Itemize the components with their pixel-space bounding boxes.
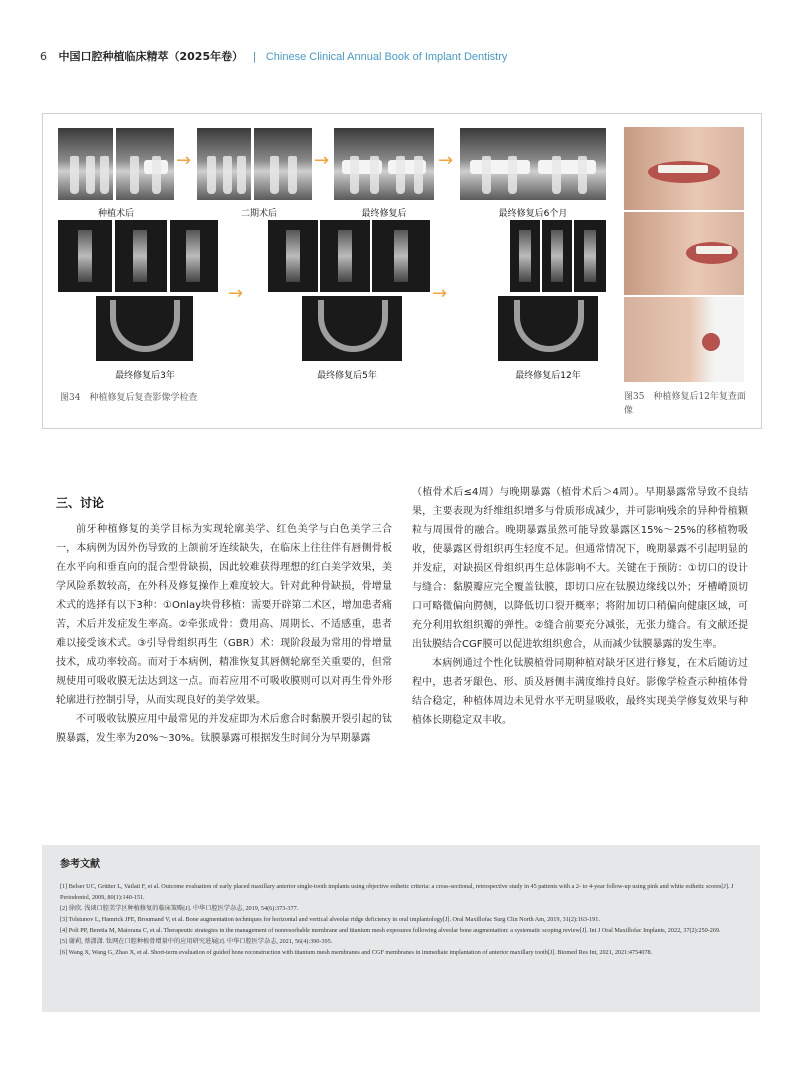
image-caption: 最终修复后6个月 [498, 209, 568, 219]
arrow-right-icon: → [438, 150, 454, 171]
xray-image [460, 128, 606, 200]
axial-ct-image [302, 296, 402, 361]
image-caption: 二期术后 [240, 209, 277, 219]
header-separator: | [252, 50, 257, 63]
ct-slice-image [372, 220, 430, 292]
ct-slice-image [320, 220, 370, 292]
arrow-right-icon: → [432, 283, 448, 304]
book-title-en: Chinese Clinical Annual Book of Implant Dentistry [265, 51, 508, 63]
paragraph: 本病例通过个性化钛膜植骨同期种植对缺牙区进行修复，在术后随访过程中，患者牙龈色、形、质及唇侧丰满度维持良好。影像学检查示种植体骨结合稳定，种植体周边未见骨水平无明显吸收，最终实现美学修复效果与种植体长期稳定双丰收。 [412, 658, 748, 726]
xray-image [116, 128, 174, 200]
image-caption: 最终修复后5年 [317, 371, 377, 381]
paragraph: （植骨术后≤4周）与晚期暴露（植骨术后＞4周）。早期暴露常导致不良结果，主要表现为纤维组织增多与骨质形成减少，并可影响残余的异种骨植颗粒与周围骨的融合。晚期暴露虽然可能导致暴露区15%～25%的移植物吸收，使暴露区骨组织再生轻度不足。但通常情况下，晚期暴露不引起明显的并发症，对缺损区骨组织再生总体影响不大。关键在于预防：①切口的设计与缝合：黏膜瓣应完全覆盖钛膜，即切口应在钛膜边缘线以外；牙槽嵴顶切口可略微偏向腭侧，以降低切口裂开概率；将附加切口稍偏向健康区域，可充分利用软组织瓣的弹性。②缝合前要充分减张，无张力缝合。有文献还提出钛膜结合CGF膜可以促进软组织愈合，从而减少钛膜暴露的发生率。 [412, 487, 748, 650]
ct-slice-image [542, 220, 572, 292]
xray-image [197, 128, 251, 200]
reference-item: [6] Wang X, Wang G, Zhao X, et al. Short-term evaluation of guided bone reconstruction with titanium mesh membranes and CGF membranes in immediate implantation of anterior maxillary tooth[J]. Biomed Res Int, 2021, 2021:4754078. [60, 949, 653, 956]
image-caption: 最终修复后12年 [515, 371, 581, 381]
paragraph: 前牙种植修复的美学目标为实现轮廓美学、红色美学与白色美学三合一，本病例为因外伤导致的上颌前牙连续缺失，在临床上往往伴有唇侧骨板在水平向和垂直向的混合型骨缺损，因此较难获得理想的红白美学效果，美学风险系数较高，在外科及修复操作上难度较大。针对此种骨缺损，骨增量术式的选择有以下3种：①Onlay块骨移植：需要开辟第二术区，增加患者痛苦，术后并发症发生率高。②牵张成骨：费用高、周期长、不适感重，患者难以接受该术式。③引导骨组织再生（GBR）术：现阶段最为常用的骨增量技术，成功率较高。而对于本病例，精准恢复其唇侧轮廓至关重要的，但常规使用可吸收膜无法达到这一点。而若应用不可吸收膜则可以对再生骨外形轮廓进行控制引导，从而实现良好的美学效果。 [56, 524, 392, 706]
left-column [56, 520, 392, 748]
reference-item: [5] 谢莉, 蔡潇潇. 钛网在口腔种植骨增量中的应用研究进展[J]. 中华口腔医学杂志, 2021, 56(4):390-395. [60, 938, 333, 945]
reference-item: [4] Poli PP, Beretta M, Maiorana C, et al. Therapeutic strategies in the management of nonresorbable membrane and titanium mesh exposures following alveolar bone augmentation: a systematic scoping review[J]. Int J Oral Maxillofac Implants, 2022, 37(2):250-269. [60, 927, 721, 934]
arrow-right-icon: → [314, 150, 330, 171]
reference-item: [2] 徐欣. 浅谈口腔美学区种植修复的临床策略[J]. 中华口腔医学杂志, 2019, 54(6):373-377. [60, 905, 299, 912]
right-column [412, 483, 748, 730]
ct-slice-image [115, 220, 167, 292]
image-caption: 最终修复后3年 [115, 371, 175, 381]
face-photo-frontal [624, 127, 744, 210]
arrow-right-icon: → [176, 150, 192, 171]
face-photo-oblique [624, 212, 744, 295]
xray-image [254, 128, 312, 200]
ct-slice-image [574, 220, 606, 292]
page-number: 6 [40, 50, 47, 63]
xray-image [334, 128, 434, 200]
figure-35-caption: 图35 种植修复后12年复查面像 [624, 392, 746, 416]
figure-35-panel [624, 127, 744, 382]
arrow-right-icon: → [228, 283, 244, 304]
references-heading: 参考文献 [60, 859, 100, 870]
ct-slice-image [170, 220, 218, 292]
book-title-cn: 中国口腔种植临床精萃（2025年卷） [58, 50, 244, 63]
axial-ct-image [498, 296, 598, 361]
face-photo-profile [624, 297, 744, 382]
reference-list [60, 881, 744, 958]
reference-item: [1] Belser UC, Grütter L, Vailati F, et al. Outcome evaluation of early placed maxillary anterior single-tooth implants using objective esthetic criteria: a cross-sectional, retrospective study in 45 patients with a 2- to 4-year follow-up using pink and white esthetic scores[J]. J Periodontol, 2009, 80(1):140-151. [60, 883, 734, 901]
references-box [42, 845, 760, 1012]
image-caption: 最终修复后 [361, 209, 407, 219]
axial-ct-image [96, 296, 193, 361]
image-caption: 种植术后 [97, 209, 134, 219]
paragraph: 不可吸收钛膜应用中最常见的并发症即为术后愈合时黏膜开裂引起的钛膜暴露，发生率为20%～30%。钛膜暴露可根据发生时间分为早期暴露 [56, 714, 392, 744]
ct-slice-image [268, 220, 318, 292]
figure-34-caption: 图34 种植修复后复查影像学检查 [60, 393, 198, 403]
ct-slice-image [58, 220, 112, 292]
section-heading: 三、讨论 [56, 496, 105, 510]
running-header [40, 48, 507, 64]
reference-item: [3] Tolstunov L, Hamrick JFE, Broumand V, et al. Bone augmentation techniques for horizontal and vertical alveolar ridge deficiency in oral implantology[J]. Oral Maxillofac Surg Clin North Am, 2019, 31(2):163-191. [60, 916, 600, 923]
ct-slice-image [510, 220, 540, 292]
xray-image [58, 128, 113, 200]
